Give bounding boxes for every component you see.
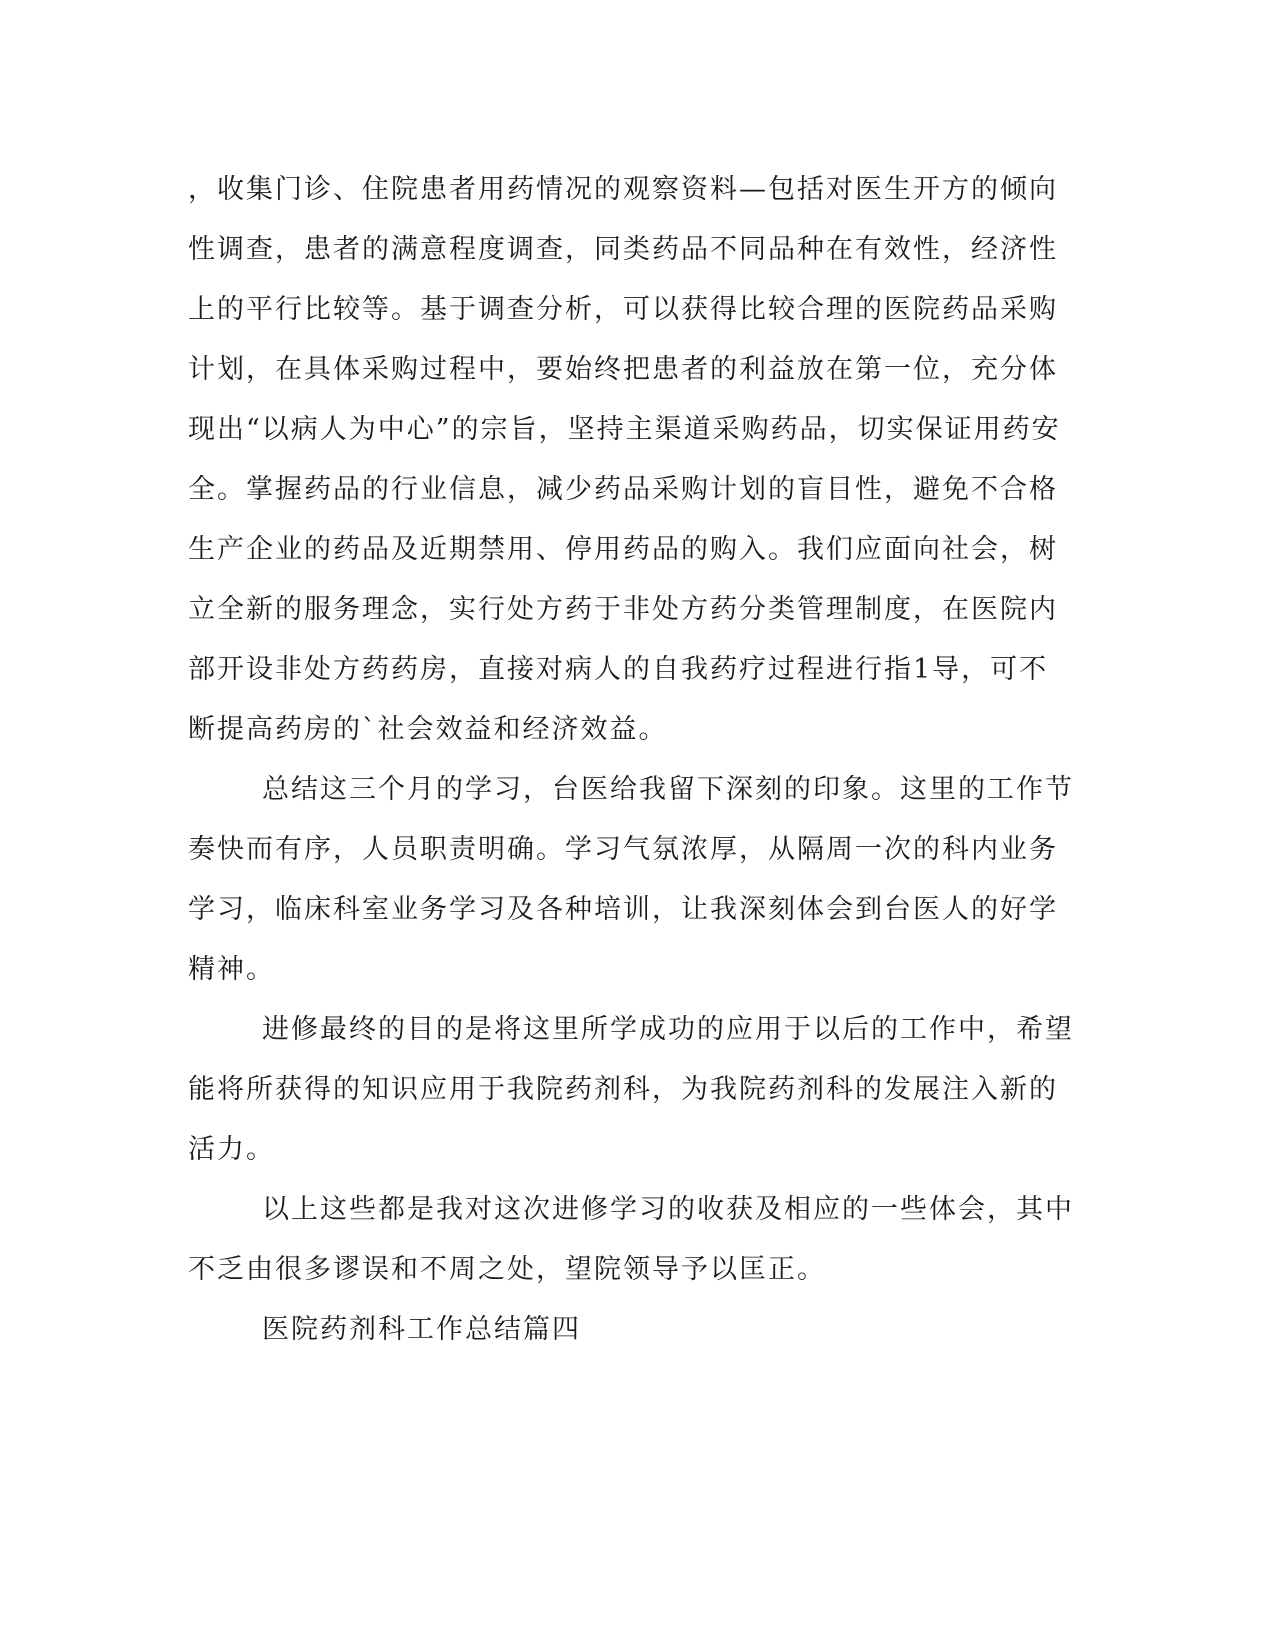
paragraph-line: 部开设非处方药药房，直接对病人的自我药疗过程进行指1导，可不 <box>188 654 1049 685</box>
paragraph-line: 现出“以病人为中心”的宗旨，坚持主渠道采购药品，切实保证用药安 <box>188 414 1061 445</box>
paragraph-line: 能将所获得的知识应用于我院药剂科，为我院药剂科的发展注入新的 <box>188 1074 1058 1105</box>
document-body <box>188 160 1078 1360</box>
paragraph-line: 精神。 <box>188 954 275 985</box>
section-heading <box>188 1300 1078 1360</box>
paragraph-line: 上的平行比较等。基于调查分析，可以获得比较合理的医院药品采购 <box>188 294 1058 325</box>
section-heading-text: 医院药剂科工作总结篇四 <box>262 1314 581 1345</box>
paragraph-line: 以上这些都是我对这次进修学习的收获及相应的一些体会，其中 <box>262 1194 1074 1225</box>
paragraph-3 <box>188 1000 1078 1180</box>
paragraph-line: 断提高药房的`社会效益和经济效益。 <box>188 714 668 745</box>
paragraph-line: 立全新的服务理念，实行处方药于非处方药分类管理制度，在医院内 <box>188 594 1058 625</box>
paragraph-line: 学习，临床科室业务学习及各种培训，让我深刻体会到台医人的好学 <box>188 894 1058 925</box>
paragraph-line: 生产企业的药品及近期禁用、停用药品的购入。我们应面向社会，树 <box>188 534 1058 565</box>
paragraph-line: 性调查，患者的满意程度调查，同类药品不同品种在有效性，经济性 <box>188 234 1058 265</box>
paragraph-line: ，收集门诊、住院患者用药情况的观察资料—包括对医生开方的倾向 <box>188 174 1058 205</box>
paragraph-line: 计划，在具体采购过程中，要始终把患者的利益放在第一位，充分体 <box>188 354 1058 385</box>
paragraph-line: 进修最终的目的是将这里所学成功的应用于以后的工作中，希望 <box>262 1014 1074 1045</box>
paragraph-line: 奏快而有序，人员职责明确。学习气氛浓厚，从隔周一次的科内业务 <box>188 834 1058 865</box>
paragraph-line: 全。掌握药品的行业信息，减少药品采购计划的盲目性，避免不合格 <box>188 474 1058 505</box>
paragraph-1 <box>188 160 1078 760</box>
paragraph-line: 不乏由很多谬误和不周之处，望院领导予以匡正。 <box>188 1254 826 1285</box>
paragraph-2 <box>188 760 1078 1000</box>
paragraph-4 <box>188 1180 1078 1300</box>
paragraph-line: 总结这三个月的学习，台医给我留下深刻的印象。这里的工作节 <box>262 774 1074 805</box>
paragraph-line: 活力。 <box>188 1134 275 1165</box>
